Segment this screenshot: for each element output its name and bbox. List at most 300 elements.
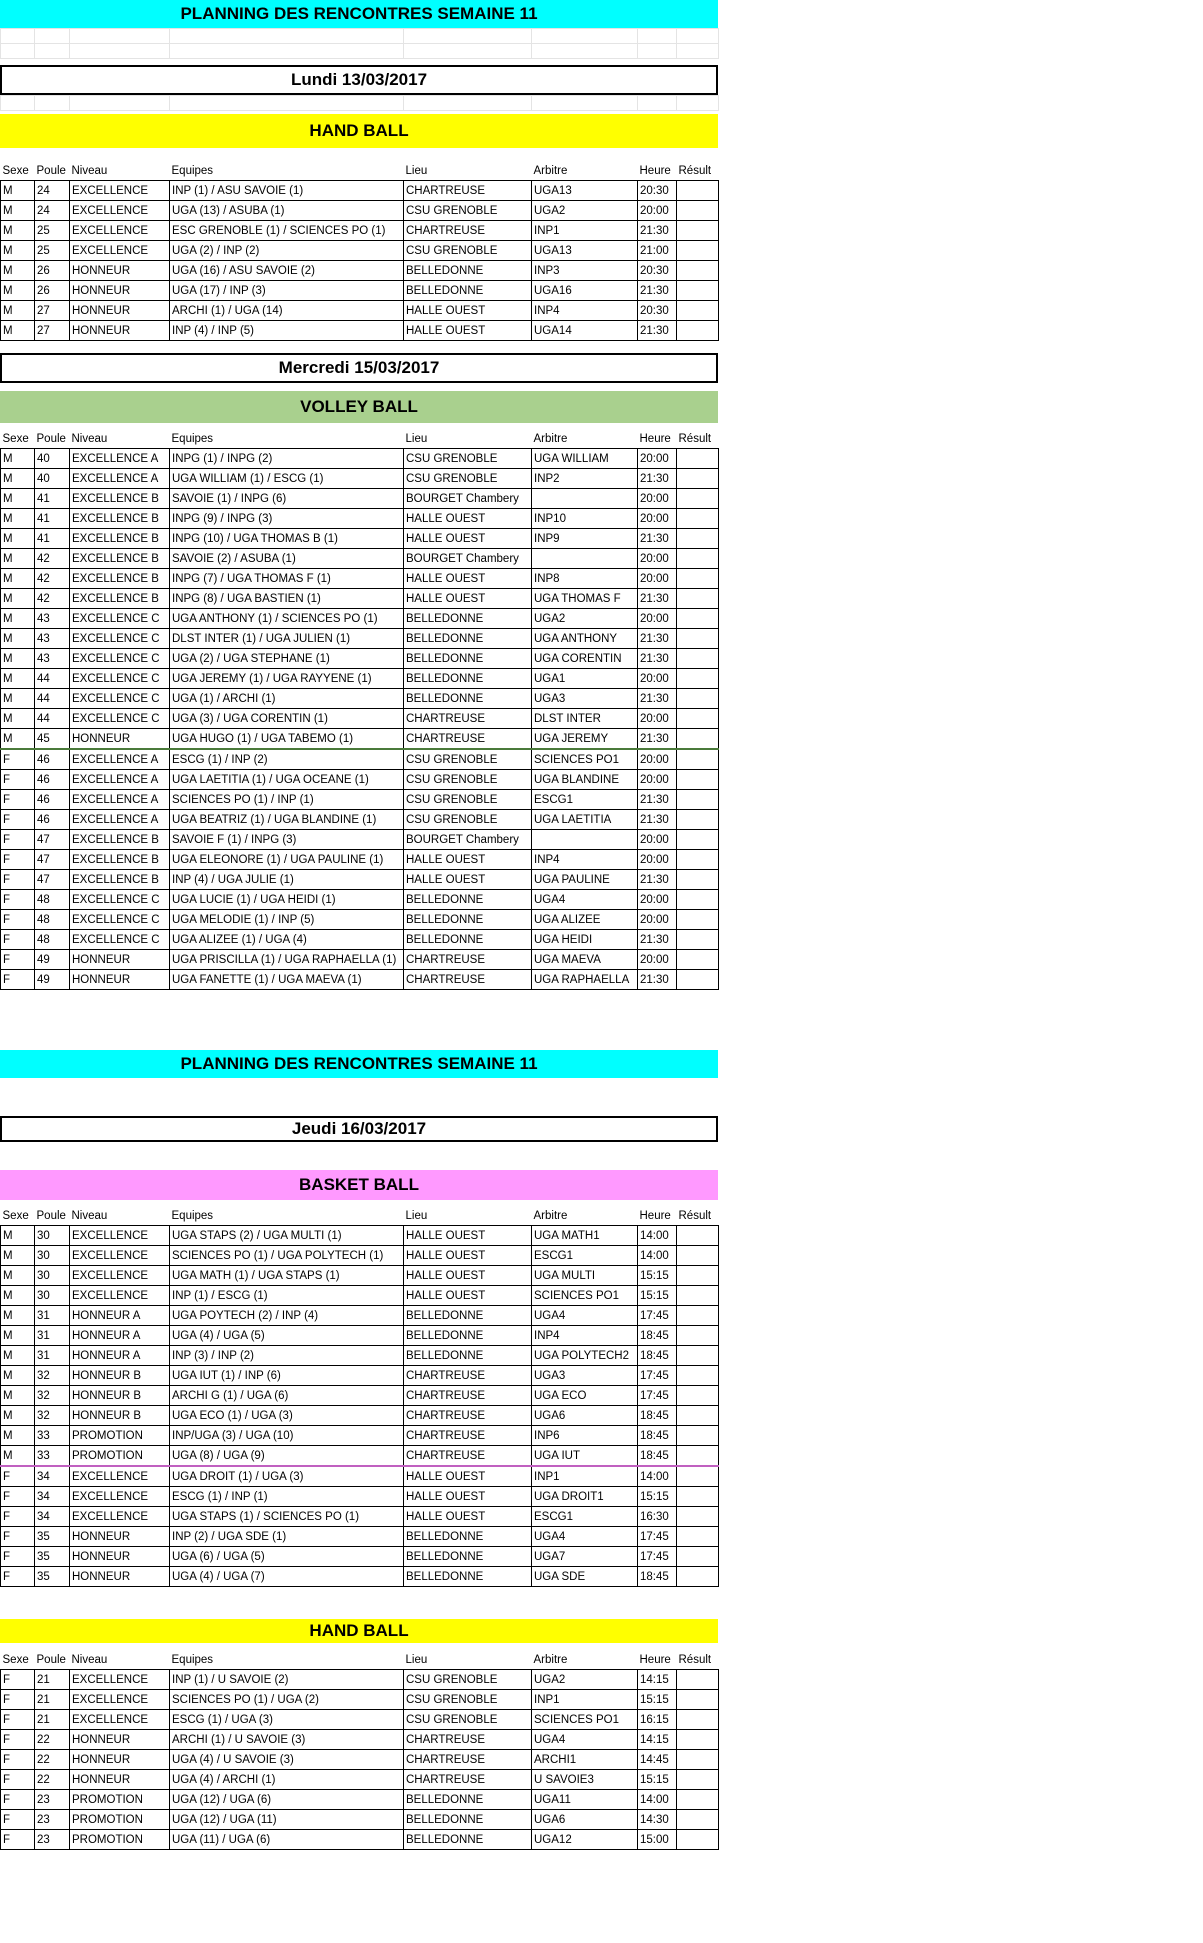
table-row: [1, 469, 719, 489]
lieu-cell: CHARTREUSE: [404, 1770, 532, 1790]
resultat-cell: [677, 549, 719, 569]
header-equipes: Equipes: [171, 1653, 214, 1666]
sexe-cell: F: [1, 749, 35, 770]
sport-banner-volley: VOLLEY BALL: [0, 391, 718, 423]
niveau-cell: EXCELLENCE: [70, 1266, 170, 1286]
niveau-cell: EXCELLENCE: [70, 1466, 170, 1487]
sexe-cell: F: [1, 1730, 35, 1750]
sexe-cell: M: [1, 1366, 35, 1386]
poule-cell: 26: [35, 261, 70, 281]
arbitre-cell: U SAVOIE3: [532, 1770, 638, 1790]
resultat-cell: [677, 1326, 719, 1346]
table-row: [1, 281, 719, 301]
equipes-cell: UGA ELEONORE (1) / UGA PAULINE (1): [170, 850, 404, 870]
table-row: [1, 549, 719, 569]
arbitre-cell: UGA DROIT1: [532, 1487, 638, 1507]
table-row: [1, 509, 719, 529]
table-row: [1, 770, 719, 790]
sexe-cell: M: [1, 1346, 35, 1366]
sexe-cell: M: [1, 489, 35, 509]
header-sexe: Sexe: [2, 1653, 29, 1666]
arbitre-cell: UGA WILLIAM: [532, 449, 638, 469]
lieu-cell: BELLEDONNE: [404, 1567, 532, 1587]
arbitre-cell: INP4: [532, 301, 638, 321]
heure-cell: 17:45: [638, 1386, 677, 1406]
niveau-cell: EXCELLENCE B: [70, 569, 170, 589]
equipes-cell: INP (3) / INP (2): [170, 1346, 404, 1366]
poule-cell: 32: [35, 1366, 70, 1386]
table-row: [1, 629, 719, 649]
sexe-cell: M: [1, 321, 35, 341]
heure-cell: 16:30: [638, 1507, 677, 1527]
lieu-cell: CHARTREUSE: [404, 729, 532, 750]
arbitre-cell: UGA4: [532, 1527, 638, 1547]
lieu-cell: CHARTREUSE: [404, 709, 532, 729]
equipes-cell: UGA (4) / U SAVOIE (3): [170, 1750, 404, 1770]
heure-cell: 20:00: [638, 449, 677, 469]
arbitre-cell: SCIENCES PO1: [532, 749, 638, 770]
arbitre-cell: INP1: [532, 221, 638, 241]
niveau-cell: EXCELLENCE: [70, 1487, 170, 1507]
poule-cell: 42: [35, 569, 70, 589]
niveau-cell: HONNEUR: [70, 1547, 170, 1567]
heure-cell: 14:15: [638, 1730, 677, 1750]
poule-cell: 41: [35, 509, 70, 529]
equipes-cell: UGA (4) / UGA (7): [170, 1567, 404, 1587]
sexe-cell: F: [1, 1830, 35, 1850]
heure-cell: 17:45: [638, 1547, 677, 1567]
table-row: [1, 910, 719, 930]
poule-cell: 47: [35, 870, 70, 890]
table-row: [1, 241, 719, 261]
arbitre-cell: DLST INTER: [532, 709, 638, 729]
poule-cell: 31: [35, 1346, 70, 1366]
poule-cell: 23: [35, 1810, 70, 1830]
table-row: [1, 1507, 719, 1527]
arbitre-cell: INP2: [532, 469, 638, 489]
sexe-cell: F: [1, 770, 35, 790]
lieu-cell: CSU GRENOBLE: [404, 449, 532, 469]
arbitre-cell: INP1: [532, 1690, 638, 1710]
sexe-cell: F: [1, 1507, 35, 1527]
table-row: [1, 1750, 719, 1770]
equipes-cell: UGA IUT (1) / INP (6): [170, 1366, 404, 1386]
arbitre-cell: UGA3: [532, 689, 638, 709]
poule-cell: 25: [35, 221, 70, 241]
sexe-cell: M: [1, 1246, 35, 1266]
heure-cell: 15:00: [638, 1830, 677, 1850]
lieu-cell: BELLEDONNE: [404, 1790, 532, 1810]
resultat-cell: [677, 930, 719, 950]
niveau-cell: PROMOTION: [70, 1446, 170, 1467]
poule-cell: 45: [35, 729, 70, 750]
equipes-cell: UGA (4) / ARCHI (1): [170, 1770, 404, 1790]
resultat-cell: [677, 1790, 719, 1810]
poule-cell: 21: [35, 1710, 70, 1730]
poule-cell: 43: [35, 609, 70, 629]
equipes-cell: ARCHI G (1) / UGA (6): [170, 1386, 404, 1406]
resultat-cell: [677, 890, 719, 910]
sexe-cell: M: [1, 649, 35, 669]
heure-cell: 18:45: [638, 1446, 677, 1467]
lieu-cell: CSU GRENOBLE: [404, 810, 532, 830]
sexe-cell: F: [1, 930, 35, 950]
heure-cell: 20:00: [638, 489, 677, 509]
sexe-cell: F: [1, 790, 35, 810]
resultat-cell: [677, 850, 719, 870]
equipes-cell: UGA FANETTE (1) / UGA MAEVA (1): [170, 970, 404, 990]
lieu-cell: BELLEDONNE: [404, 689, 532, 709]
sexe-cell: F: [1, 870, 35, 890]
sexe-cell: F: [1, 1750, 35, 1770]
heure-cell: 20:00: [638, 770, 677, 790]
header-resultat: Résult: [678, 164, 712, 177]
arbitre-cell: INP4: [532, 1326, 638, 1346]
lieu-cell: CSU GRENOBLE: [404, 201, 532, 221]
arbitre-cell: ESCG1: [532, 790, 638, 810]
niveau-cell: EXCELLENCE A: [70, 749, 170, 770]
equipes-cell: UGA ALIZEE (1) / UGA (4): [170, 930, 404, 950]
equipes-cell: INP (4) / INP (5): [170, 321, 404, 341]
arbitre-cell: ESCG1: [532, 1246, 638, 1266]
niveau-cell: EXCELLENCE B: [70, 870, 170, 890]
sexe-cell: M: [1, 609, 35, 629]
table-row: [1, 890, 719, 910]
resultat-cell: [677, 1830, 719, 1850]
header-resultat: Résult: [678, 1209, 712, 1222]
resultat-cell: [677, 1386, 719, 1406]
resultat-cell: [677, 201, 719, 221]
table-row: [1, 609, 719, 629]
resultat-cell: [677, 970, 719, 990]
table-row: [1, 1446, 719, 1467]
heure-cell: 21:30: [638, 689, 677, 709]
table-row: [1, 449, 719, 469]
lieu-cell: BELLEDONNE: [404, 1306, 532, 1326]
poule-cell: 23: [35, 1790, 70, 1810]
lieu-cell: BELLEDONNE: [404, 1810, 532, 1830]
lieu-cell: BELLEDONNE: [404, 1547, 532, 1567]
table-row: [1, 790, 719, 810]
lieu-cell: CSU GRENOBLE: [404, 1690, 532, 1710]
resultat-cell: [677, 1466, 719, 1487]
heure-cell: 21:30: [638, 649, 677, 669]
heure-cell: 14:00: [638, 1226, 677, 1246]
lieu-cell: BELLEDONNE: [404, 669, 532, 689]
sexe-cell: M: [1, 1266, 35, 1286]
poule-cell: 31: [35, 1326, 70, 1346]
poule-cell: 49: [35, 970, 70, 990]
equipes-cell: DLST INTER (1) / UGA JULIEN (1): [170, 629, 404, 649]
equipes-cell: ESCG (1) / INP (2): [170, 749, 404, 770]
heure-cell: 16:15: [638, 1710, 677, 1730]
header-poule: Poule: [36, 1653, 66, 1666]
arbitre-cell: UGA THOMAS F: [532, 589, 638, 609]
lieu-cell: HALLE OUEST: [404, 1286, 532, 1306]
heure-cell: 15:15: [638, 1690, 677, 1710]
heure-cell: 17:45: [638, 1306, 677, 1326]
header-lieu: Lieu: [405, 1653, 428, 1666]
header-arbitre: Arbitre: [533, 164, 568, 177]
niveau-cell: HONNEUR: [70, 950, 170, 970]
sexe-cell: M: [1, 729, 35, 750]
header-equipes: Equipes: [171, 432, 214, 445]
table-row: [1, 1466, 719, 1487]
resultat-cell: [677, 770, 719, 790]
heure-cell: 14:45: [638, 1750, 677, 1770]
equipes-cell: UGA (3) / UGA CORENTIN (1): [170, 709, 404, 729]
lieu-cell: CSU GRENOBLE: [404, 1710, 532, 1730]
arbitre-cell: UGA7: [532, 1547, 638, 1567]
resultat-cell: [677, 629, 719, 649]
resultat-cell: [677, 1366, 719, 1386]
niveau-cell: HONNEUR: [70, 1750, 170, 1770]
sexe-cell: F: [1, 1810, 35, 1830]
niveau-cell: EXCELLENCE: [70, 201, 170, 221]
equipes-cell: SAVOIE (2) / ASUBA (1): [170, 549, 404, 569]
resultat-cell: [677, 1690, 719, 1710]
lieu-cell: CHARTREUSE: [404, 1366, 532, 1386]
heure-cell: 15:15: [638, 1487, 677, 1507]
sexe-cell: F: [1, 1770, 35, 1790]
sexe-cell: M: [1, 509, 35, 529]
sexe-cell: M: [1, 201, 35, 221]
date-mercredi: Mercredi 15/03/2017: [0, 353, 718, 383]
heure-cell: 21:30: [638, 321, 677, 341]
header-lieu: Lieu: [405, 1209, 428, 1222]
niveau-cell: EXCELLENCE: [70, 241, 170, 261]
header-sexe: Sexe: [2, 1209, 29, 1222]
equipes-cell: UGA (11) / UGA (6): [170, 1830, 404, 1850]
sexe-cell: M: [1, 1446, 35, 1467]
poule-cell: 43: [35, 629, 70, 649]
niveau-cell: EXCELLENCE A: [70, 449, 170, 469]
sexe-cell: F: [1, 830, 35, 850]
heure-cell: 18:45: [638, 1346, 677, 1366]
resultat-cell: [677, 1487, 719, 1507]
arbitre-cell: UGA13: [532, 241, 638, 261]
sexe-cell: M: [1, 1406, 35, 1426]
poule-cell: 35: [35, 1547, 70, 1567]
sexe-cell: F: [1, 970, 35, 990]
table-row: [1, 729, 719, 750]
table-row: [1, 1487, 719, 1507]
table-row: [1, 1810, 719, 1830]
equipes-cell: UGA WILLIAM (1) / ESCG (1): [170, 469, 404, 489]
resultat-cell: [677, 1507, 719, 1527]
table-row: [1, 1366, 719, 1386]
niveau-cell: HONNEUR A: [70, 1326, 170, 1346]
sexe-cell: M: [1, 689, 35, 709]
poule-cell: 40: [35, 469, 70, 489]
poule-cell: 30: [35, 1286, 70, 1306]
arbitre-cell: UGA PAULINE: [532, 870, 638, 890]
sexe-cell: F: [1, 850, 35, 870]
heure-cell: 21:30: [638, 970, 677, 990]
table-row: [1, 810, 719, 830]
table-row: [1, 1710, 719, 1730]
sexe-cell: M: [1, 1226, 35, 1246]
niveau-cell: EXCELLENCE C: [70, 910, 170, 930]
lieu-cell: HALLE OUEST: [404, 1466, 532, 1487]
heure-cell: 21:30: [638, 629, 677, 649]
heure-cell: 18:45: [638, 1326, 677, 1346]
table-row: [1, 569, 719, 589]
resultat-cell: [677, 509, 719, 529]
niveau-cell: EXCELLENCE A: [70, 469, 170, 489]
poule-cell: 49: [35, 950, 70, 970]
arbitre-cell: UGA13: [532, 181, 638, 201]
heure-cell: 20:00: [638, 709, 677, 729]
lieu-cell: CHARTREUSE: [404, 1750, 532, 1770]
resultat-cell: [677, 529, 719, 549]
poule-cell: 27: [35, 321, 70, 341]
lieu-cell: HALLE OUEST: [404, 1507, 532, 1527]
heure-cell: 14:00: [638, 1246, 677, 1266]
table-row: [1, 1830, 719, 1850]
heure-cell: 21:30: [638, 790, 677, 810]
poule-cell: 34: [35, 1507, 70, 1527]
header-resultat: Résult: [678, 432, 712, 445]
matches-table-mercredi: [0, 426, 719, 990]
arbitre-cell: INP4: [532, 850, 638, 870]
niveau-cell: EXCELLENCE B: [70, 489, 170, 509]
heure-cell: 15:15: [638, 1770, 677, 1790]
niveau-cell: HONNEUR: [70, 281, 170, 301]
header-equipes: Equipes: [171, 1209, 214, 1222]
lieu-cell: BELLEDONNE: [404, 649, 532, 669]
matches-table-lundi: [0, 158, 719, 341]
arbitre-cell: INP6: [532, 1426, 638, 1446]
resultat-cell: [677, 1547, 719, 1567]
resultat-cell: [677, 1426, 719, 1446]
table-row: [1, 181, 719, 201]
resultat-cell: [677, 609, 719, 629]
resultat-cell: [677, 910, 719, 930]
arbitre-cell: UGA IUT: [532, 1446, 638, 1467]
poule-cell: 22: [35, 1730, 70, 1750]
arbitre-cell: UGA1: [532, 669, 638, 689]
arbitre-cell: ARCHI1: [532, 1750, 638, 1770]
table-row: [1, 589, 719, 609]
lieu-cell: CHARTREUSE: [404, 1426, 532, 1446]
poule-cell: 30: [35, 1226, 70, 1246]
lieu-cell: HALLE OUEST: [404, 321, 532, 341]
sexe-cell: M: [1, 1426, 35, 1446]
heure-cell: 21:00: [638, 241, 677, 261]
header-equipes: Equipes: [171, 164, 214, 177]
niveau-cell: EXCELLENCE B: [70, 549, 170, 569]
table-row: [1, 1670, 719, 1690]
niveau-cell: EXCELLENCE B: [70, 589, 170, 609]
niveau-cell: PROMOTION: [70, 1426, 170, 1446]
table-row: [1, 1690, 719, 1710]
heure-cell: 14:15: [638, 1670, 677, 1690]
lieu-cell: HALLE OUEST: [404, 589, 532, 609]
poule-cell: 46: [35, 749, 70, 770]
poule-cell: 48: [35, 890, 70, 910]
heure-cell: 21:30: [638, 469, 677, 489]
lieu-cell: BOURGET Chambery: [404, 830, 532, 850]
arbitre-cell: UGA16: [532, 281, 638, 301]
poule-cell: 24: [35, 181, 70, 201]
table-row: [1, 1730, 719, 1750]
resultat-cell: [677, 1346, 719, 1366]
heure-cell: 21:30: [638, 281, 677, 301]
heure-cell: 20:00: [638, 749, 677, 770]
lieu-cell: HALLE OUEST: [404, 1226, 532, 1246]
heure-cell: 20:00: [638, 910, 677, 930]
arbitre-cell: INP9: [532, 529, 638, 549]
header-heure: Heure: [639, 1653, 671, 1666]
equipes-cell: SAVOIE F (1) / INPG (3): [170, 830, 404, 850]
equipes-cell: INPG (8) / UGA BASTIEN (1): [170, 589, 404, 609]
table-row: [1, 669, 719, 689]
arbitre-cell: UGA CORENTIN: [532, 649, 638, 669]
lieu-cell: CSU GRENOBLE: [404, 749, 532, 770]
equipes-cell: SCIENCES PO (1) / INP (1): [170, 790, 404, 810]
sexe-cell: F: [1, 1567, 35, 1587]
equipes-cell: UGA PRISCILLA (1) / UGA RAPHAELLA (1): [170, 950, 404, 970]
table-row: [1, 709, 719, 729]
niveau-cell: EXCELLENCE B: [70, 529, 170, 549]
resultat-cell: [677, 1750, 719, 1770]
sexe-cell: M: [1, 1286, 35, 1306]
equipes-cell: UGA DROIT (1) / UGA (3): [170, 1466, 404, 1487]
arbitre-cell: UGA6: [532, 1810, 638, 1830]
heure-cell: 20:00: [638, 549, 677, 569]
header-niveau: Niveau: [71, 432, 108, 445]
sexe-cell: F: [1, 1547, 35, 1567]
resultat-cell: [677, 950, 719, 970]
equipes-cell: SCIENCES PO (1) / UGA (2): [170, 1690, 404, 1710]
equipes-cell: UGA MATH (1) / UGA STAPS (1): [170, 1266, 404, 1286]
arbitre-cell: UGA MULTI: [532, 1266, 638, 1286]
header-heure: Heure: [639, 1209, 671, 1222]
lieu-cell: HALLE OUEST: [404, 569, 532, 589]
header-niveau: Niveau: [71, 1653, 108, 1666]
resultat-cell: [677, 241, 719, 261]
header-heure: Heure: [639, 164, 671, 177]
table-row: [1, 1326, 719, 1346]
heure-cell: 18:45: [638, 1426, 677, 1446]
poule-cell: 40: [35, 449, 70, 469]
equipes-cell: INP (4) / UGA JULIE (1): [170, 870, 404, 890]
table-row: [1, 1386, 719, 1406]
table-row: [1, 1547, 719, 1567]
equipes-cell: UGA JEREMY (1) / UGA RAYYENE (1): [170, 669, 404, 689]
equipes-cell: INP (1) / ASU SAVOIE (1): [170, 181, 404, 201]
header-niveau: Niveau: [71, 164, 108, 177]
header-poule: Poule: [36, 164, 66, 177]
niveau-cell: EXCELLENCE C: [70, 609, 170, 629]
sexe-cell: F: [1, 910, 35, 930]
arbitre-cell: UGA3: [532, 1366, 638, 1386]
resultat-cell: [677, 1670, 719, 1690]
niveau-cell: HONNEUR: [70, 1567, 170, 1587]
arbitre-cell: UGA MAEVA: [532, 950, 638, 970]
arbitre-cell: [532, 489, 638, 509]
poule-cell: 32: [35, 1406, 70, 1426]
sexe-cell: M: [1, 261, 35, 281]
arbitre-cell: INP1: [532, 1466, 638, 1487]
sexe-cell: M: [1, 301, 35, 321]
resultat-cell: [677, 1246, 719, 1266]
table-row: [1, 1426, 719, 1446]
table-row: [1, 749, 719, 770]
table-row: [1, 1346, 719, 1366]
equipes-cell: UGA (2) / UGA STEPHANE (1): [170, 649, 404, 669]
